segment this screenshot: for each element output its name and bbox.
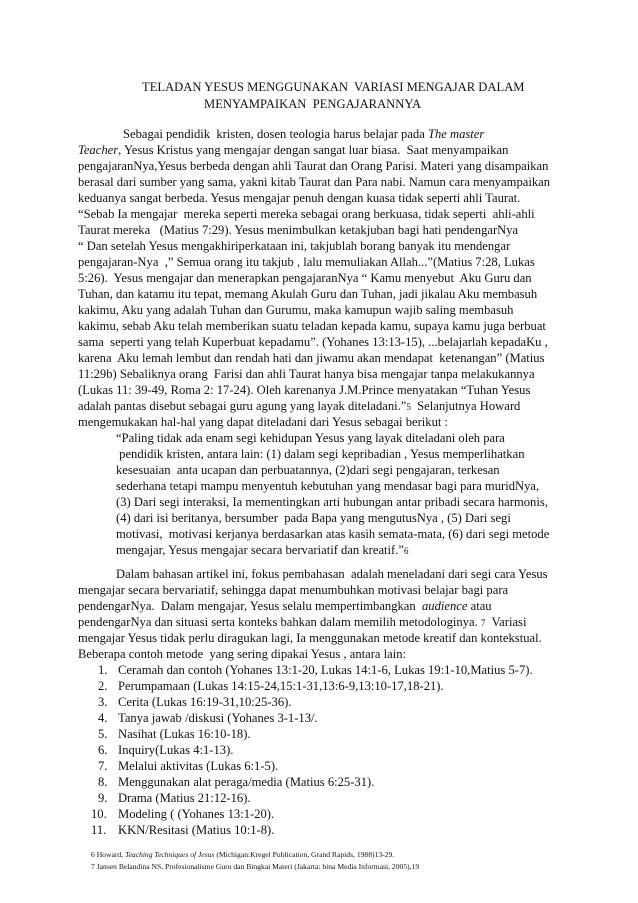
text: Selanjutnya Howard xyxy=(410,399,521,413)
paragraph-line xyxy=(78,598,492,614)
paragraph-line: mengajar secara bervariatif, sehingga dapat menumbuhkan motivasi belajar bagi para xyxy=(78,583,509,597)
paragraph-line: 11:29b) Sebaliknya orang Farisi dan ahli Taurat hanya bisa mengajar tanpa melakukannya xyxy=(78,367,535,381)
quote-line: motivasi, motivasi kerjanya berdasarkan atas kasih semata-mata, (6) dari segi metode xyxy=(116,527,550,541)
list-item: KKN/Resitasi (Matius 10:1-8). xyxy=(118,823,275,837)
text: 6 Howard, xyxy=(91,850,125,859)
paragraph-line: “Sebab Ia mengajar mereka seperti mereka sebagai orang berkuasa, tidak seperti ahli-ahli xyxy=(78,207,535,221)
paragraph-line: mengemukakan hal-hal yang dapat diteladani dari Yesus sebagai berikut : xyxy=(78,415,449,429)
quote-line: pendidik kristen, antara lain: (1) dalam segi kepribadian , Yesus memperlihatkan xyxy=(116,447,525,461)
text-italic: Teaching Techniques of Jesus xyxy=(124,850,215,859)
text-italic: audience xyxy=(421,599,468,613)
list-item: Melalui aktivitas (Lukas 6:1-5). xyxy=(118,759,279,773)
paragraph-line: berasal dari sumber yang sama, yakni kitab Taurat dan Para nabi. Namun cara menyampaikan xyxy=(78,175,551,189)
list-number: 4. xyxy=(98,711,108,725)
text: Variasi xyxy=(485,615,527,629)
list-number: 2. xyxy=(98,679,108,693)
title-line-1: TELADAN YESUS MENGGUNAKAN VARIASI MENGAJAR DALAM xyxy=(142,80,525,94)
paragraph-line: Taurat mereka (Matius 7:29). Yesus menimbulkan ketakjuban bagi hati pendengarNya xyxy=(78,223,519,237)
paragraph-line xyxy=(78,614,526,631)
text: , Yesus Kristus yang mengajar dengan sangat luar biasa. Saat menyampaikan xyxy=(118,143,509,157)
paragraph-line: sama seperti yang telah Kuperbuat kepadamu”. (Yohanes 13:13-15), ...belajarlah kepadaKu , xyxy=(78,335,548,349)
footnote-ref: 5 xyxy=(406,402,411,412)
title-line-2: MENYAMPAIKAN PENGAJARANNYA xyxy=(204,97,422,111)
quote-line xyxy=(116,542,408,559)
list-item: Modeling ( (Yohanes 13:1-20). xyxy=(118,807,275,821)
paragraph-line xyxy=(78,142,508,158)
paragraph-line: “ Dan setelah Yesus mengakhiriperkataan ini, takjublah borang banyak itu mendengar xyxy=(78,239,511,253)
footnote-7: 7 Jansen Belandina NS, Profesionalisme Guru dan Bingkai Materi (Jakarta: bina Media Informasi, 2005),19 xyxy=(91,862,420,871)
text: atau xyxy=(467,599,492,613)
paragraph-line xyxy=(123,126,484,142)
paragraph-line: (Lukas 11: 39-49, Roma 2: 17-24). Oleh karenanya J.M.Prince menyatakan “Tuhan Yesus xyxy=(78,383,531,397)
list-item: Tanya jawab /diskusi (Yohanes 3-1-13/. xyxy=(118,711,318,725)
list-item: Menggunakan alat peraga/media (Matius 6:25-31). xyxy=(118,775,375,789)
text-italic: The master xyxy=(427,127,485,141)
footnote-ref: 6 xyxy=(403,546,409,556)
text: pendengarNya dan situasi serta konteks bahkan dalam memilih metodologinya. xyxy=(78,615,478,629)
quote-line: kesesuaian anta ucapan dan perbuatannya, (2)dari segi pengajaran, terkesan xyxy=(116,463,500,477)
paragraph-line: pengajaranNya,Yesus berbeda dengan ahli Taurat dan Orang Parisi. Materi yang disampaikan xyxy=(78,159,549,173)
footnote-6 xyxy=(91,850,394,860)
paragraph-line: Beberapa contoh metode yang sering dipakai Yesus , antara lain: xyxy=(78,647,407,661)
text: pendengarNya. Dalam mengajar, Yesus selalu mempertimbangkan xyxy=(78,599,422,613)
list-item: Ceramah dan contoh (Yohanes 13:1-20, Lukas 14:1-6, Lukas 19:1-10,Matius 5-7). xyxy=(118,663,533,677)
list-number: 6. xyxy=(98,743,108,757)
text-italic: Teacher xyxy=(78,143,119,157)
list-number: 7. xyxy=(98,759,108,773)
paragraph-line: Tuhan, dan katamu itu tepat, memang Akulah Guru dan Tuhan, jadi jikalau Aku membasuh xyxy=(78,287,538,301)
paragraph-line: kakimu, Aku yang adalah Tuhan dan Gurumu, maka kamupun wajib saling membasuh xyxy=(78,303,514,317)
paragraph-line: Dalam bahasan artikel ini, fokus pembahasan adalah meneladani dari segi cara Yesus xyxy=(116,567,548,581)
list-item: Inquiry(Lukas 4:1-13). xyxy=(118,743,234,757)
quote-line: sederhana tetapi mampu menyentuh kebutuhan yang mendasar bagi para muridNya, xyxy=(116,479,540,493)
quote-line: (4) dari isi beritanya, bersumber pada Bapa yang mengutusNya , (5) Dari segi xyxy=(116,511,511,525)
quote-line: “Paling tidak ada enam segi kehidupan Yesus yang layak diteladani oleh para xyxy=(116,431,505,445)
text: (Michigan:Kregel Publication, Grand Rapids, 1988)13-29. xyxy=(214,850,395,859)
text: Sebagai pendidik kristen, dosen teologia harus belajar pada xyxy=(123,127,428,141)
paragraph-line: keduanya sangat berbeda. Yesus mengajar penuh dengan kuasa tidak seperti ahli Taurat. xyxy=(78,191,521,205)
quote-line: (3) Dari segi interaksi, Ia mementingkan arti hubungan antar pribadi secara harmonis, xyxy=(116,495,548,509)
list-number: 3. xyxy=(98,695,108,709)
list-number: 5. xyxy=(98,727,108,741)
list-number: 9. xyxy=(98,791,108,805)
list-number: 1. xyxy=(98,663,108,677)
list-number: 10. xyxy=(91,807,107,821)
paragraph-line: pengajaran-Nya ,” Semua orang itu takjub , lalu memuliakan Allah...”(Matius 7:28, Lukas xyxy=(78,255,535,269)
list-item: Perumpamaan (Lukas 14:15-24,15:1-31,13:6-9,13:10-17,18-21). xyxy=(118,679,444,693)
list-item: Cerita (Lukas 16:19-31,10:25-36). xyxy=(118,695,292,709)
paragraph-line: kakimu, sebab Aku telah memberikan suatu teladan kepada kamu, supaya kamu juga berbuat xyxy=(78,319,546,333)
paragraph-line: karena Aku lemah lembut dan rendah hati dan jiwamu akan mendapat ketenangan” (Matius xyxy=(78,351,545,365)
paragraph-line: mengajar Yesus tidak perlu diragukan lagi, Ia menggunakan metode kreatif dan kontekstual. xyxy=(78,631,542,645)
list-item: Nasihat (Lukas 16:10-18). xyxy=(118,727,251,741)
footnote-ref: 7 xyxy=(480,618,486,628)
paragraph-line xyxy=(78,398,520,415)
list-number: 11. xyxy=(91,823,107,837)
text: adalah pantas disebut sebagai guru agung yang layak diteladani.” xyxy=(78,399,407,413)
paragraph-line: 5:26). Yesus mengajar dan menerapkan pengajaranNya “ Kamu menyebut Aku Guru dan xyxy=(78,271,532,285)
list-number: 8. xyxy=(98,775,108,789)
list-item: Drama (Matius 21:12-16). xyxy=(118,791,251,805)
text: mengajar, Yesus mengajar secara bervariatif dan kreatif.” xyxy=(116,543,404,557)
